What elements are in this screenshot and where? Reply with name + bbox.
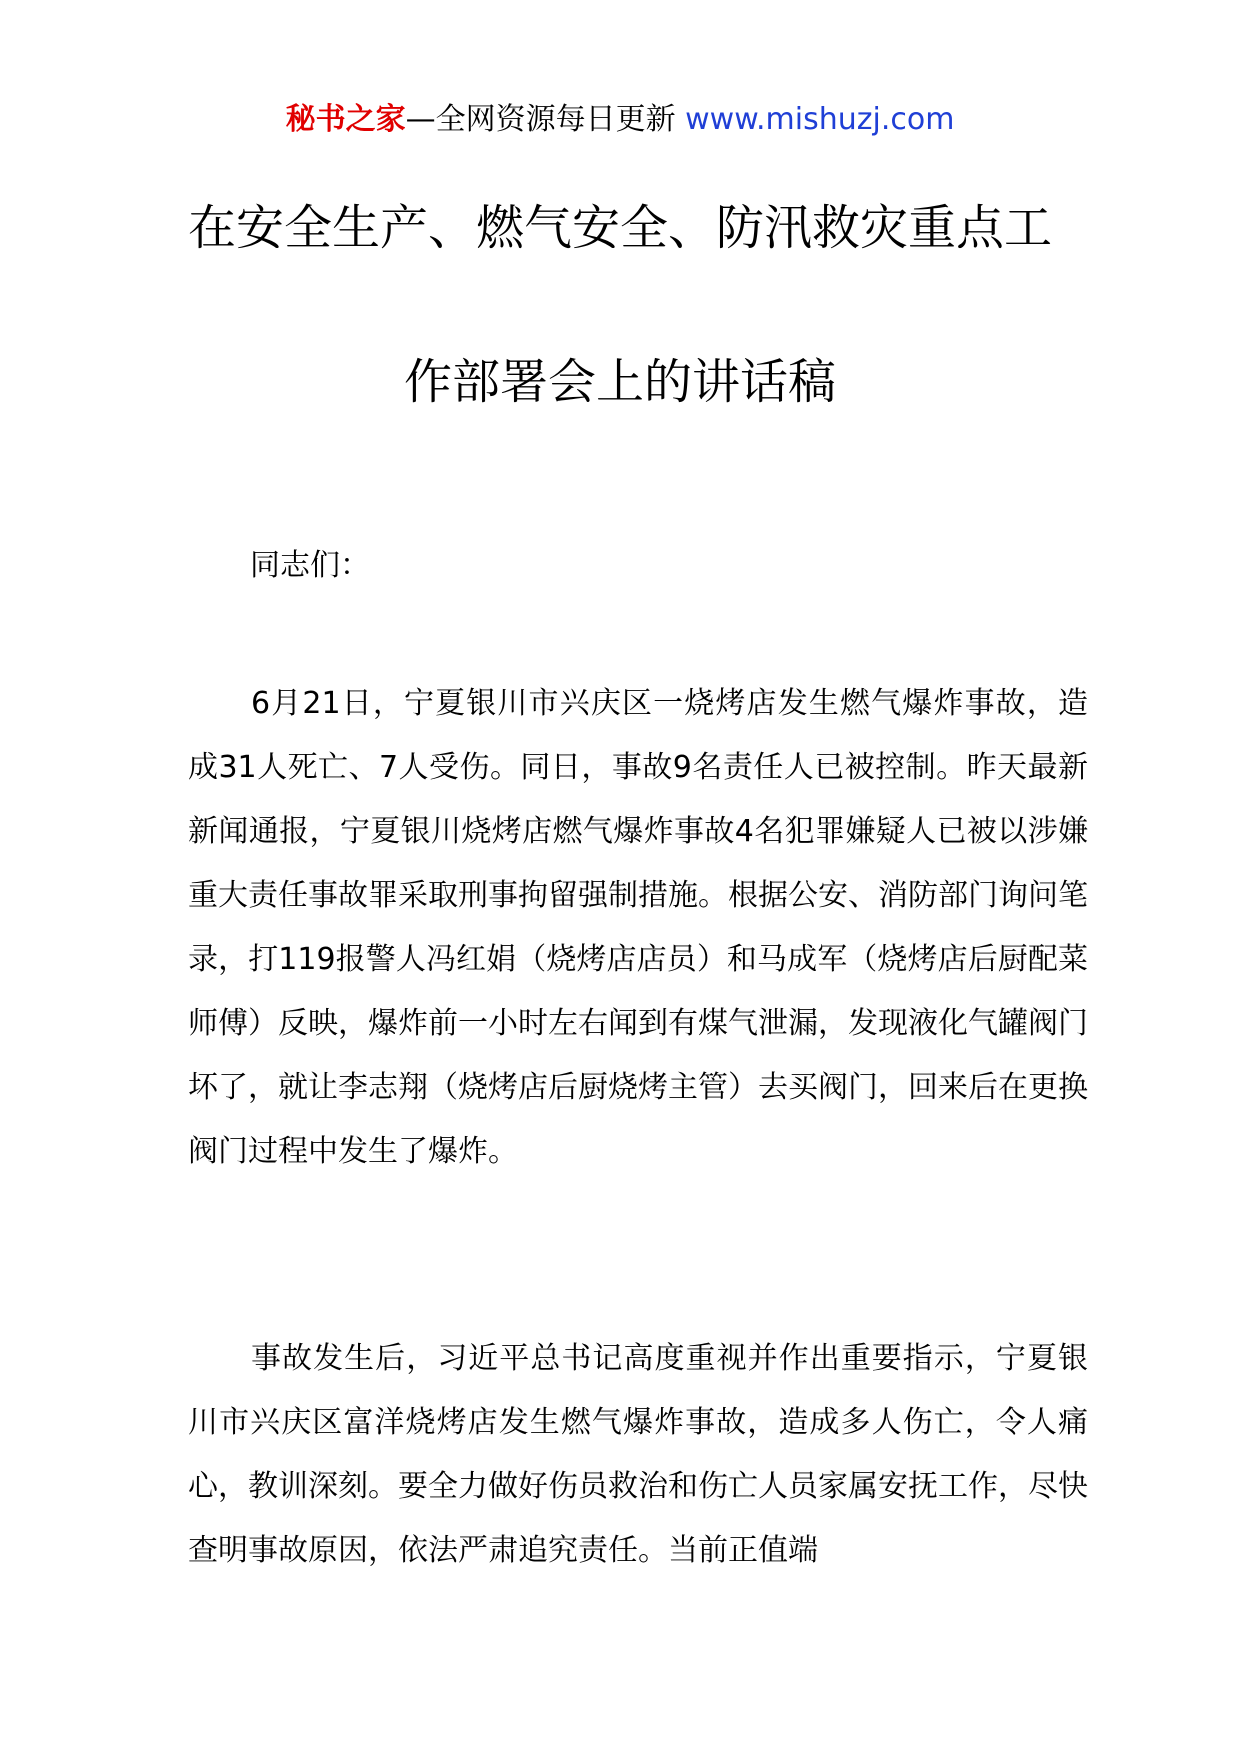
site-brand: 秘书之家 [285,102,406,137]
document-title-line-2: 作部署会上的讲话稿 [403,354,836,410]
site-tagline: —全网资源每日更新 [405,102,676,137]
body-paragraph-1: 6月21日，宁夏银川市兴庆区一烧烤店发生燃气爆炸事故，造成31人死亡、7人受伤。同日，事故9名责任人已被控制。昨天最新新闻通报，宁夏银川烧烤店燃气爆炸事故4名犯罪嫌疑人已被以涉嫌重大责任事故罪采取刑事拘留强制措施。根据公安、消防部门询问笔录，打119报警人冯红娟（烧烤店店员）和马成军（烧烤店后厨配菜师傅）反映，爆炸前一小时左右闻到有煤气泄漏，发现液化气罐阀门坏了，就让李志翔（烧烤店后厨烧烤主管）去买阀门，回来后在更换阀门过程中发生了爆炸。 [188,686,1088,1169]
document-title-line-1: 在安全生产、燃气安全、防汛救灾重点工 [187,200,1052,256]
site-header [0,100,1240,140]
salutation: 同志们： [250,548,370,583]
site-url-link[interactable]: www.mishuzj.com [685,102,955,137]
body-paragraph-2: 事故发生后，习近平总书记高度重视并作出重要指示，宁夏银川市兴庆区富洋烧烤店发生燃气爆炸事故，造成多人伤亡，令人痛心，教训深刻。要全力做好伤员救治和伤亡人员家属安抚工作，尽快查明事故原因，依法严肃追究责任。当前正值端 [188,1341,1088,1568]
